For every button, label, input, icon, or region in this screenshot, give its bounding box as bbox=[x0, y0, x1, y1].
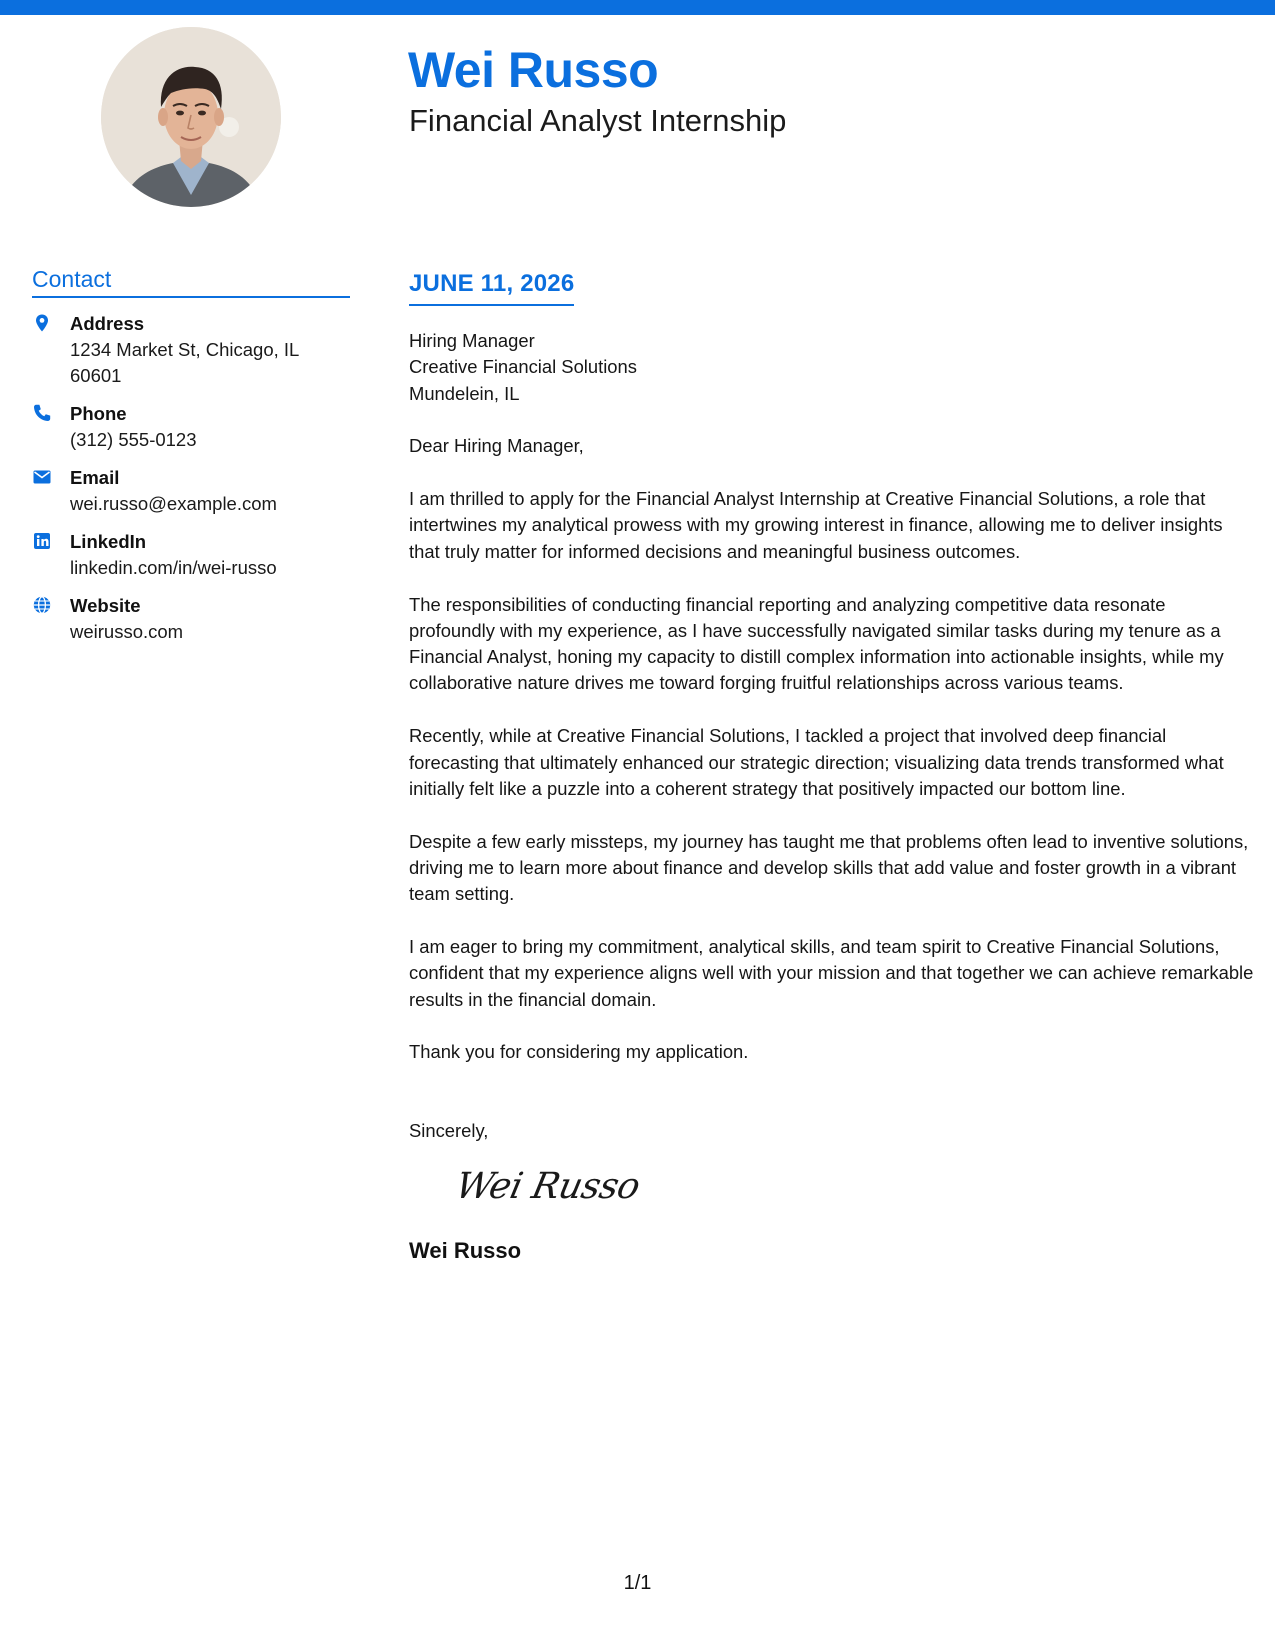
contact-item-email bbox=[32, 465, 352, 517]
contact-item-phone bbox=[32, 401, 352, 453]
top-accent-bar bbox=[0, 0, 1275, 15]
avatar bbox=[101, 27, 281, 207]
recipient-title: Hiring Manager bbox=[409, 330, 535, 351]
applicant-name: Wei Russo bbox=[408, 42, 659, 98]
letter-paragraph: Recently, while at Creative Financial Solutions, I tackled a project that involved deep financial forecasting that ultimately enhanced our strategic direction; visualizing data trends transformed what initially felt like a puzzle into a coherent strategy that positively impacted our bottom line. bbox=[409, 725, 1224, 799]
letter-paragraph: I am thrilled to apply for the Financial Analyst Internship at Creative Financial Solutions, a role that intertwines my analytical prowess with my growing interest in finance, allowing me to deliver insights that truly matter for informed decisions and meaningful business outcomes. bbox=[409, 488, 1223, 562]
letter-paragraph: Despite a few early missteps, my journey has taught me that problems often lead to inventive solutions, driving me to learn more about finance and develop skills that add value and foster growth in a vibrant team setting. bbox=[409, 830, 1249, 905]
contact-item-linkedin bbox=[32, 529, 352, 581]
linkedin-value[interactable]: linkedin.com/in/wei-russo bbox=[70, 557, 277, 578]
linkedin-icon bbox=[32, 529, 70, 581]
handwritten-signature: Wei Russo bbox=[451, 1166, 644, 1208]
contact-heading: Contact bbox=[32, 266, 350, 298]
contact-label: LinkedIn bbox=[70, 531, 147, 552]
contact-list bbox=[32, 311, 352, 657]
contact-item-address bbox=[32, 311, 352, 389]
website-value[interactable]: weirusso.com bbox=[70, 621, 184, 642]
page-number: 1/1 bbox=[623, 1572, 652, 1594]
recipient-company: Creative Financial Solutions bbox=[409, 356, 637, 378]
phone-value: (312) 555-0123 bbox=[70, 429, 197, 450]
contact-label: Address bbox=[70, 313, 145, 334]
address-value: 1234 Market St, Chicago, IL 60601 bbox=[70, 339, 299, 386]
contact-item-website bbox=[32, 593, 352, 645]
email-icon bbox=[32, 465, 70, 517]
salutation: Dear Hiring Manager, bbox=[409, 435, 584, 457]
profile-photo bbox=[101, 27, 281, 207]
contact-label: Phone bbox=[70, 403, 127, 424]
letter-date: JUNE 11, 2026 bbox=[409, 270, 574, 306]
job-title: Financial Analyst Internship bbox=[409, 103, 787, 138]
letter-paragraph: The responsibilities of conducting financial reporting and analyzing competitive data resonate profoundly with my experience, as I have successfully navigated similar tasks during my tenure as a Financial Analyst, honing my capacity to distill complex information into actionable insights, while my collaborative nature drives me toward forging fruitful relationships across various teams. bbox=[409, 593, 1224, 694]
letter-body bbox=[409, 328, 1254, 1264]
globe-icon bbox=[32, 593, 70, 645]
contact-label: Email bbox=[70, 467, 120, 488]
recipient-location: Mundelein, IL bbox=[409, 382, 520, 404]
email-value[interactable]: wei.russo@example.com bbox=[70, 493, 277, 514]
closing: Sincerely, bbox=[409, 1119, 489, 1141]
letter-paragraph: I am eager to bring my commitment, analytical skills, and team spirit to Creative Financial Solutions, confident that my experience aligns well with your mission and that together we can achieve remarkable results in the financial domain. bbox=[409, 936, 1254, 1010]
thanks-line: Thank you for considering my application. bbox=[409, 1041, 749, 1063]
signer-name: Wei Russo bbox=[409, 1238, 522, 1264]
phone-icon bbox=[32, 401, 70, 453]
contact-label: Website bbox=[70, 595, 141, 616]
recipient-block bbox=[409, 328, 1254, 407]
map-pin-icon bbox=[32, 311, 70, 389]
